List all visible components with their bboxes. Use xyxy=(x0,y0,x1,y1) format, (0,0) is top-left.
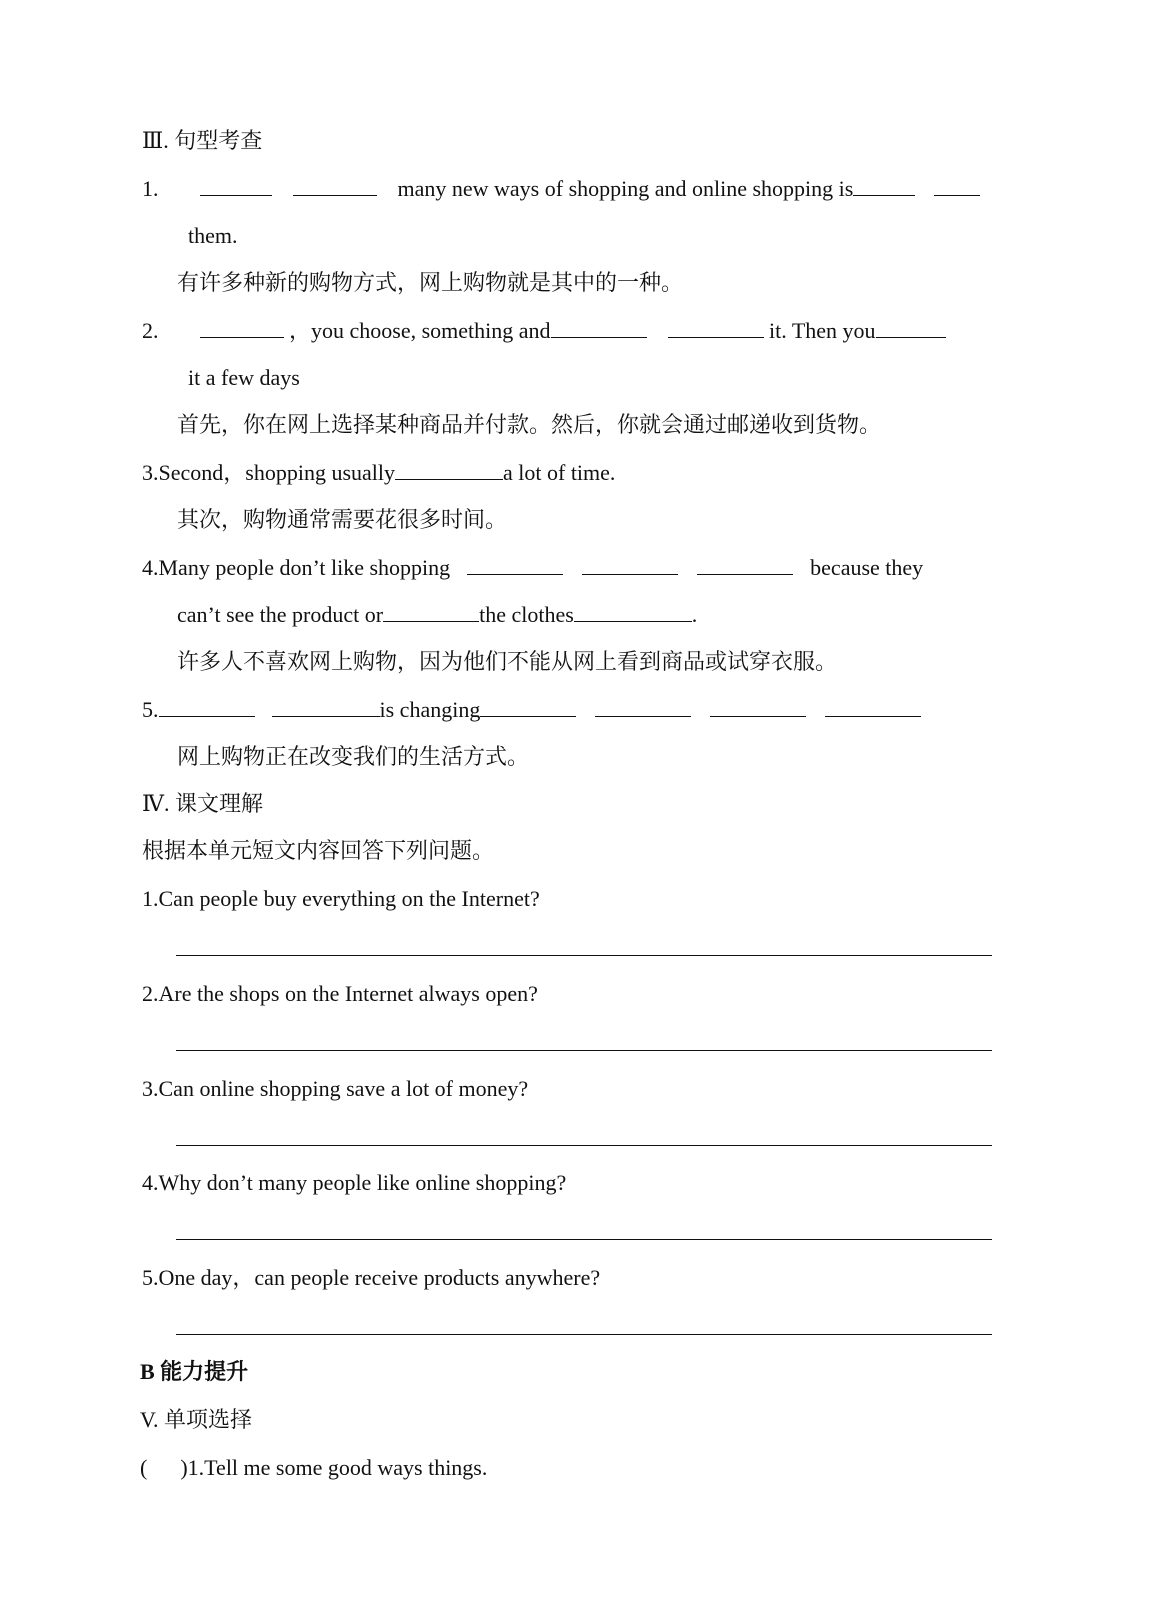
s3-q4-line1 xyxy=(142,553,923,583)
s3-q4-text-e: . xyxy=(691,602,698,627)
s5-q1 xyxy=(140,1453,487,1483)
answer-blank[interactable] xyxy=(272,696,380,717)
s3-q1-translation: 有许多种新的购物方式，网上购物就是其中的一种。 xyxy=(177,270,684,295)
answer-blank[interactable] xyxy=(480,696,576,717)
s4-q4-text: Why don’t many people like online shopping? xyxy=(158,1170,567,1195)
s4-q3 xyxy=(142,1074,528,1104)
answer-line[interactable] xyxy=(176,1239,992,1240)
answer-line[interactable] xyxy=(176,955,992,956)
s4-q4 xyxy=(142,1168,566,1198)
s3-q2-text-b: it. Then you xyxy=(769,318,876,343)
s3-q2-text-c: it a few days xyxy=(188,365,300,390)
s3-q4-line2 xyxy=(177,600,697,630)
s4-q1 xyxy=(142,884,540,914)
s3-q3-line1 xyxy=(142,458,615,488)
s3-q3-text-a: Second，shopping usually xyxy=(158,460,395,485)
answer-blank[interactable] xyxy=(200,175,272,196)
s3-q3-number: 3. xyxy=(142,460,159,485)
s3-q1-text-a: many new ways of shopping and online shopping is xyxy=(397,176,854,201)
s4-q3-text: Can online shopping save a lot of money? xyxy=(158,1076,529,1101)
s3-q1-number: 1. xyxy=(142,176,159,201)
s3-q5-number: 5. xyxy=(142,697,159,722)
answer-blank[interactable] xyxy=(853,175,915,196)
answer-blank[interactable] xyxy=(876,317,946,338)
s3-q3-translation: 其次，购物通常需要花很多时间。 xyxy=(177,507,508,532)
answer-blank[interactable] xyxy=(934,175,980,196)
section-iv-heading: Ⅳ. 课文理解 xyxy=(142,791,263,816)
section-v-heading: V. 单项选择 xyxy=(140,1407,253,1432)
answer-blank[interactable] xyxy=(697,554,793,575)
s4-q3-number: 3. xyxy=(142,1076,159,1101)
s4-q5 xyxy=(142,1263,600,1293)
answer-blank[interactable] xyxy=(710,696,806,717)
s3-q5-line1 xyxy=(142,695,921,725)
s4-q1-number: 1. xyxy=(142,886,159,911)
s4-q5-text: One day，can people receive products anywhere? xyxy=(158,1265,601,1290)
answer-blank[interactable] xyxy=(595,696,691,717)
s5-q1-text: Tell me some good ways things. xyxy=(204,1455,488,1480)
s3-q4-number: 4. xyxy=(142,555,159,580)
s3-q4-text-a: Many people don’t like shopping xyxy=(158,555,451,580)
answer-blank[interactable] xyxy=(582,554,678,575)
s3-q2-text-a: ，you choose, something and xyxy=(289,318,551,343)
section-b-heading: B 能力提升 xyxy=(140,1359,249,1384)
answer-line[interactable] xyxy=(176,1050,992,1051)
s3-q3-text-b: a lot of time. xyxy=(503,460,616,485)
s3-q1-text-b: them. xyxy=(188,223,238,248)
s4-q2-text: Are the shops on the Internet always open? xyxy=(158,981,538,1006)
answer-blank[interactable] xyxy=(395,459,503,480)
s3-q4-text-c: can’t see the product or xyxy=(177,602,384,627)
s4-q2 xyxy=(142,979,538,1009)
s4-q2-number: 2. xyxy=(142,981,159,1006)
answer-line[interactable] xyxy=(176,1334,992,1335)
section-iii-heading: Ⅲ. 句型考查 xyxy=(142,128,263,153)
answer-blank[interactable] xyxy=(668,317,764,338)
s3-q4-translation: 许多人不喜欢网上购物，因为他们不能从网上看到商品或试穿衣服。 xyxy=(177,649,838,674)
answer-blank[interactable] xyxy=(159,696,255,717)
answer-blank[interactable] xyxy=(383,601,479,622)
section-iv-instruction: 根据本单元短文内容回答下列问题。 xyxy=(142,838,495,863)
answer-blank[interactable] xyxy=(293,175,377,196)
s3-q5-translation: 网上购物正在改变我们的生活方式。 xyxy=(177,744,530,769)
s3-q1-line1 xyxy=(142,174,980,204)
answer-blank[interactable] xyxy=(825,696,921,717)
answer-line[interactable] xyxy=(176,1145,992,1146)
s4-q1-text: Can people buy everything on the Internet? xyxy=(158,886,540,911)
answer-blank[interactable] xyxy=(467,554,563,575)
s3-q2-number: 2. xyxy=(142,318,159,343)
answer-blank[interactable] xyxy=(574,601,692,622)
s4-q5-number: 5. xyxy=(142,1265,159,1290)
answer-blank[interactable] xyxy=(551,317,647,338)
answer-parentheses[interactable]: ( )1. xyxy=(140,1455,205,1480)
s4-q4-number: 4. xyxy=(142,1170,159,1195)
s3-q4-text-d: the clothes xyxy=(479,602,574,627)
answer-blank[interactable] xyxy=(200,317,284,338)
s3-q2-line1 xyxy=(142,316,946,346)
s3-q5-text-a: is changing xyxy=(379,697,481,722)
s3-q4-text-b: because they xyxy=(810,555,924,580)
s3-q2-translation: 首先，你在网上选择某种商品并付款。然后，你就会通过邮递收到货物。 xyxy=(177,412,882,437)
